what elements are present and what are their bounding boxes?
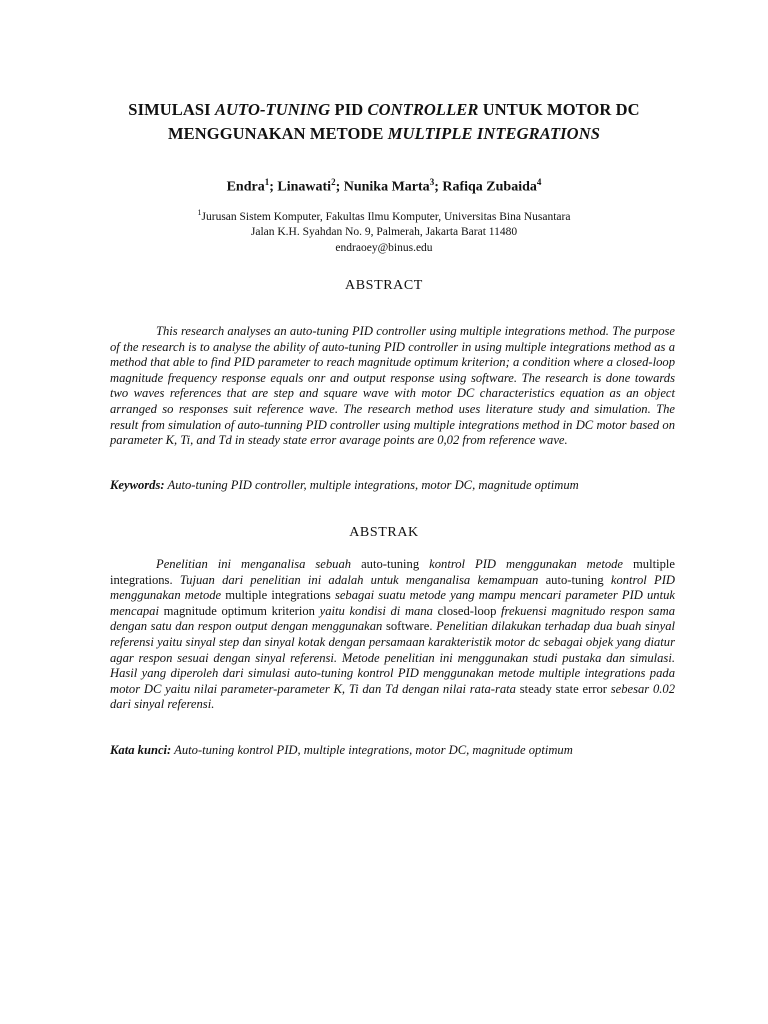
abstrak-segment: multiple integrations. [110, 557, 675, 587]
abstrak-segment: sebagai suatu metode yang mampu mencari parameter PID untuk mencapai [110, 588, 675, 618]
author-email: endraoey@binus.edu [335, 241, 433, 254]
keywords [110, 477, 675, 493]
title-line-1: SIMULASI AUTO-TUNING PID CONTROLLER UNTUK MOTOR DC [128, 100, 640, 119]
abstrak-segment: sebesar 0.02 dari sinyal referensi. [110, 681, 675, 712]
author-name: Nunika Marta [343, 179, 430, 195]
abstrak-segment: magnitude optimum kriterion [163, 603, 315, 618]
kata-kunci [110, 742, 675, 758]
author-sup: 2 [331, 177, 336, 187]
keywords-text: Auto-tuning PID controller, multiple integrations, motor DC, magnitude optimum [164, 478, 579, 492]
abstrak-segment: yaitu kondisi di mana [314, 603, 438, 618]
author-name: Rafiqa Zubaida [442, 179, 537, 195]
abstrak-body [110, 557, 675, 713]
abstract-heading: ABSTRACT [345, 278, 423, 293]
abstrak-segment: auto-tuning [361, 557, 420, 571]
abstract-body [110, 324, 675, 449]
abstrak-segment: software. [385, 619, 433, 634]
author-name: Endra [226, 179, 265, 195]
abstrak-segment: kontrol PID menggunakan metode [110, 572, 675, 603]
author-name: Linawati [277, 179, 332, 195]
title-line-2: MENGGUNAKAN METODE MULTIPLE INTEGRATIONS [168, 124, 600, 143]
abstrak-segment: multiple integrations [225, 588, 331, 603]
affiliation-line-2: Jalan K.H. Syahdan No. 9, Palmerah, Jakarta Barat 11480 [250, 226, 518, 239]
author-sup: 3 [429, 177, 435, 187]
paper-title [60, 98, 708, 146]
author-list: Endra$^1$; Linawati$^2$; Nunika Marta$^3$; Rafiqa Zubaida$^4$ [226, 177, 542, 195]
abstrak-segment: auto-tuning [545, 572, 604, 587]
abstrak-segment: kontrol PID menggunakan metode [419, 557, 634, 571]
kata-kunci-label: Kata kunci: [110, 743, 172, 757]
abstrak-segment: Penelitian dilakukan terhadap dua buah sinyal referensi yaitu sinyal step dan sinyal kotak dengan persamaan karakteristik motor dc sebagai objek yang diatur agar respon sesuai dengan sinyal referensi. Metode penelitian ini menggunakan studi pustaka dan simulasi. Hasil yang diperoleh dari simulasi auto-tuning kontrol PID menggunakan metode multiple integrations pada motor DC yaitu nilai parameter-parameter K, Ti dan Td dengan nilai rata-rata [110, 619, 675, 696]
affiliation [60, 205, 708, 256]
abstrak-segment: Penelitian ini menganalisa sebuah [156, 557, 362, 571]
abstrak-heading: ABSTRAK [349, 525, 419, 540]
kata-kunci-text: Auto-tuning kontrol PID, multiple integrations, motor DC, magnitude optimum [171, 743, 573, 757]
abstrak-text [110, 557, 675, 711]
abstrak-segment: Tujuan dari penelitian ini adalah untuk menganalisa kemampuan [172, 572, 546, 587]
affiliation-line-1: $^1$Jurusan Sistem Komputer, Fakultas Ilmu Komputer, Universitas Bina Nusantara [197, 208, 571, 223]
author-sup: 4 [536, 177, 542, 187]
author-sup: 1 [264, 177, 270, 187]
abstract-text: This research analyses an auto-tuning PID controller using multiple integrations method. The purpose of the research is to analyse the ability of auto-tuning PID controller in using multiple integrations method as a method that able to find PID parameter to reach magnitude optimum kriterion; a condition where a closed-loop magnitude frequency response equals onr and output response using software. The research is done towards two waves references that are step and square wave with motor DC characteristics equation as an object arranged so responses suit reference wave. The research method uses literature study and simulation. The result from simulation of auto-tunning PID controller using multiple integrations method in DC motor based on parameter K, Ti, and Td in steady state error avarage points are 0,02 from reference wave. [110, 324, 675, 448]
abstrak-segment: steady state error [519, 681, 607, 696]
abstrak-segment: closed-loop [437, 603, 497, 618]
abstrak-segment: frekuensi magnitudo respon sama dengan satu dan respon output dengan menggunakan [110, 603, 675, 634]
keywords-label: Keywords: [110, 478, 165, 492]
